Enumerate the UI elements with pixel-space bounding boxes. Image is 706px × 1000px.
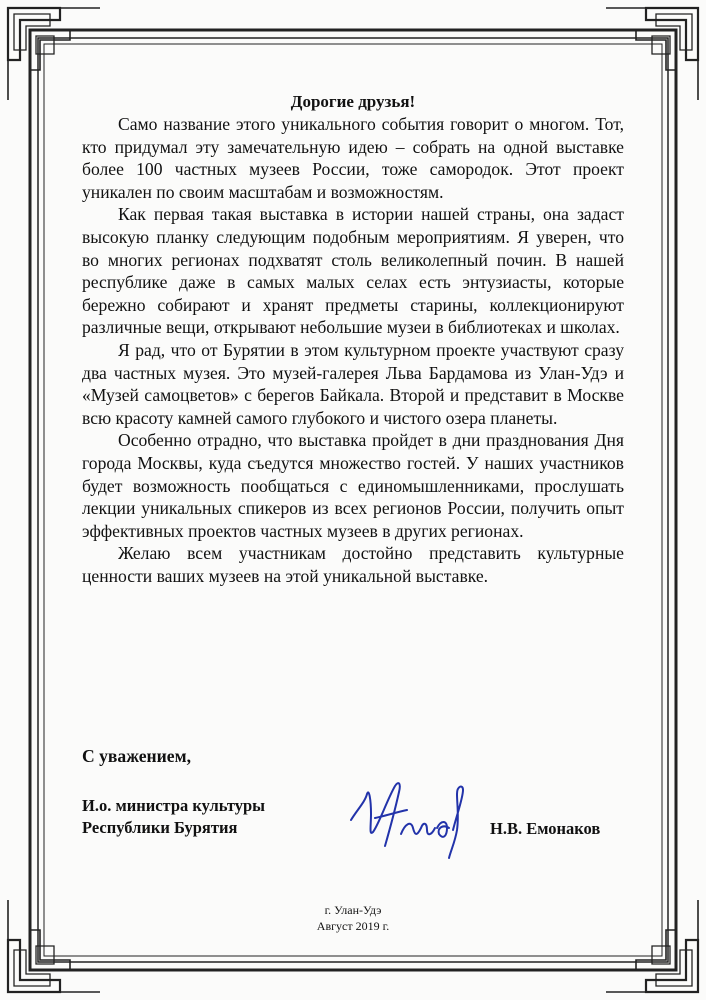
position-line: Республики Бурятия (82, 818, 238, 837)
place: г. Улан-Удэ (324, 903, 382, 917)
date: Август 2019 г. (316, 919, 390, 933)
closing: С уважением, (82, 746, 191, 766)
signer-position (82, 795, 265, 839)
paragraph: Как первая такая выставка в истории нашей страны, она задаст высокую планку следующим подобным мероприятиям. Я уверен, что во многих регионах подхватят столь великолепный почин. В нашей республике даже в самых малых селах есть энтузиасты, которые бережно собирают и хранят предметы старины, коллекционируют различные вещи, открывают небольшие музеи в библиотеках и школах. (82, 204, 624, 338)
paragraph: Особенно отрадно, что выставка пройдет в дни празднования Дня города Москвы, куда съедутся множество гостей. У наших участников будет возможность пообщаться с единомышленниками, прослушать лекции уникальных спикеров из всех регионов России, получить опыт эффективных проектов частных музеев в других регионах. (82, 430, 624, 541)
paragraph: Само название этого уникального события говорит о многом. Тот, кто придумал эту замечательную идею – собрать на одной выставке более 100 частных музеев России, тоже самородок. Этот проект уникален по своим масштабам и возможностям. (82, 114, 624, 202)
paragraph: Желаю всем участникам достойно представить культурные ценности ваших музеев на этой уникальной выставке. (82, 543, 624, 586)
letter-body (82, 113, 624, 587)
paragraph: Я рад, что от Бурятии в этом культурном проекте участвуют сразу два частных музея. Это музей-галерея Льва Бардамова из Улан-Удэ и «Музей самоцветов» с берегов Байкала. Второй и представит в Москве всю красоту камней самого глубокого и чистого озера планеты. (82, 339, 624, 428)
signer-name: Н.В. Емонаков (490, 819, 601, 838)
position-line: И.о. министра культуры (82, 796, 266, 815)
handwritten-signature (345, 770, 475, 870)
place-and-date (0, 902, 706, 934)
greeting: Дорогие друзья! (290, 92, 416, 111)
